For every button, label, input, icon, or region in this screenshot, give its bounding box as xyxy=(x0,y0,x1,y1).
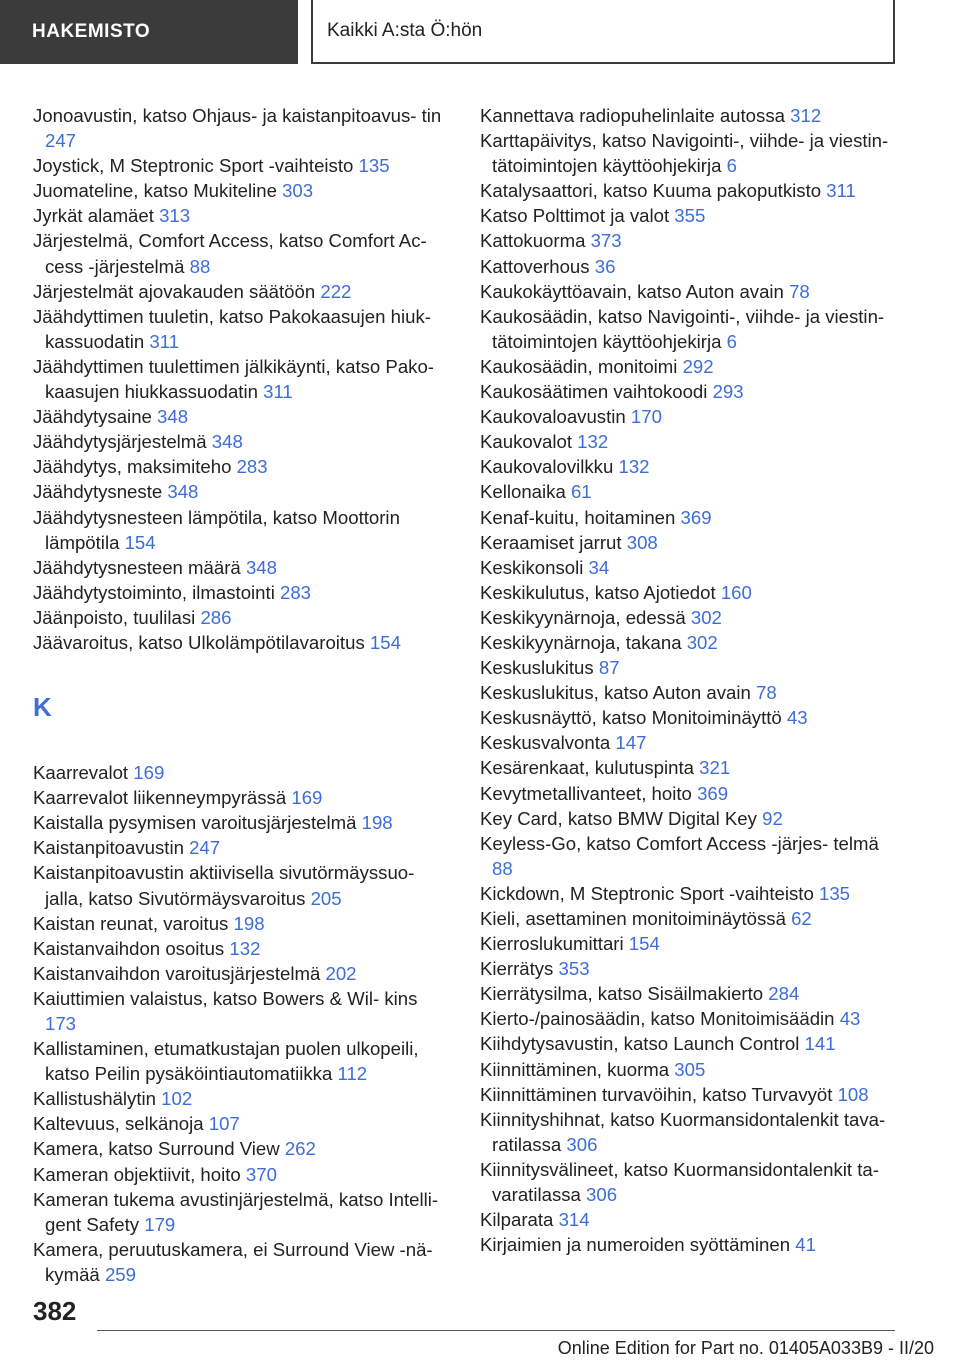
index-entry xyxy=(33,810,453,835)
page-link[interactable]: 306 xyxy=(586,1184,618,1206)
index-entry-term: Kirjaimien ja numeroiden syöttäminen xyxy=(480,1234,791,1256)
page-link[interactable]: 369 xyxy=(697,782,729,804)
index-entry xyxy=(480,906,900,931)
index-entry-term: Keskikonsoli xyxy=(480,556,584,578)
index-entry xyxy=(480,555,900,580)
index-entry-term: Keskikulutus, katso Ajotiedot xyxy=(480,581,716,603)
index-entry xyxy=(33,936,453,961)
page-link[interactable]: 87 xyxy=(598,657,620,679)
page-link[interactable]: 107 xyxy=(208,1113,240,1135)
index-entry xyxy=(480,931,900,956)
page-link[interactable]: 135 xyxy=(818,882,851,904)
index-entry xyxy=(480,806,900,831)
index-entry-term: Kaarrevalot xyxy=(33,762,129,784)
page-link[interactable]: 88 xyxy=(492,857,513,879)
page-link[interactable]: 302 xyxy=(686,631,718,653)
index-entry-term: Jäänpoisto, tuulilasi xyxy=(33,606,196,628)
page-link[interactable]: 355 xyxy=(674,205,706,227)
index-entry xyxy=(33,354,453,404)
index-entry-term: Kaistanvaihdon varoitusjärjestelmä xyxy=(33,962,321,984)
index-entry xyxy=(480,203,900,228)
index-entry xyxy=(480,128,900,178)
index-entry-term: Kevytmetallivanteet, hoito xyxy=(480,782,692,804)
index-entry-term: Jäähdytysneste xyxy=(33,481,163,503)
index-entry-term: Kilparata xyxy=(480,1209,554,1231)
index-entry-term: Jäähdytysnesteen lämpötila, katso Moottorin lämpötila xyxy=(33,506,400,553)
page-link[interactable]: 61 xyxy=(570,481,592,503)
page-link[interactable]: 321 xyxy=(699,757,731,779)
index-entry xyxy=(480,1107,900,1157)
index-entry-term: Jäähdyttimen tuuletin, katso Pakokaasujen hiuk‐ kassuodatin xyxy=(33,305,431,352)
index-entry xyxy=(33,178,453,203)
index-entry-term: Kaistanpitoavustin xyxy=(33,837,184,859)
index-entry-term: Kannettava radiopuhelinlaite autossa xyxy=(480,105,785,126)
index-entry-term: Kiinnitysvälineet, katso Kuormansidontalenkit ta‐ varatilassa xyxy=(480,1158,879,1206)
index-entry xyxy=(33,1136,453,1161)
index-entry xyxy=(480,254,900,279)
page-link[interactable]: 160 xyxy=(720,581,752,603)
page-link[interactable]: 305 xyxy=(674,1058,706,1080)
index-entry-term: Jäähdytystoiminto, ilmastointi xyxy=(33,581,275,603)
index-entry-term: Kaiuttimien valaistus, katso Bowers & Wil‐ kins xyxy=(33,987,418,1009)
index-entry xyxy=(480,354,900,379)
index-entry-term: Järjestelmät ajovakauden säätöön xyxy=(33,280,316,302)
index-entry-term: Jäävaroitus, katso Ulkolämpötilavaroitus xyxy=(33,631,365,653)
index-entry-term: Kieli, asettaminen monitoiminäytössä xyxy=(480,908,786,929)
index-entry-term: Jonoavustin, katso Ohjaus- ja kaistanpitoavus‐ tin xyxy=(33,105,442,126)
index-entry xyxy=(33,605,453,630)
index-entry-term: Keraamiset jarrut xyxy=(480,531,622,553)
page-link[interactable]: 286 xyxy=(200,606,232,628)
index-entry xyxy=(33,203,453,228)
index-entry-term: Jäähdytysnesteen määrä xyxy=(33,556,241,578)
page-link[interactable]: 154 xyxy=(628,933,660,955)
index-entry xyxy=(33,304,453,354)
page-link[interactable]: 36 xyxy=(594,255,616,277)
page-link[interactable]: 353 xyxy=(558,958,590,980)
page-link[interactable]: 6 xyxy=(726,155,737,177)
index-entry xyxy=(33,580,453,605)
page-link[interactable]: 154 xyxy=(124,531,156,553)
index-entry xyxy=(480,304,900,354)
index-entry-term: Kaukovalovilkku xyxy=(480,456,614,478)
index-entry-term: Kaltevuus, selkänoja xyxy=(33,1113,204,1135)
page-link[interactable]: 132 xyxy=(229,937,261,959)
index-entry-term: Kierto-/painosäädin, katso Monitoimisäädin xyxy=(480,1008,835,1030)
index-entry-term: Kierrätysilma, katso Sisäilmakierto xyxy=(480,983,764,1005)
index-entry-term: Kaukokäyttöavain, katso Auton avain xyxy=(480,280,784,302)
index-entry-term: Kallistushälytin xyxy=(33,1088,156,1110)
index-entry xyxy=(33,228,453,278)
index-entry-term: Jäähdytysjärjestelmä xyxy=(33,431,207,453)
index-entry-term: Katalysaattori, katso Kuuma pakoputkisto xyxy=(480,180,822,202)
index-entry-term: Kattoverhous xyxy=(480,255,590,277)
page-link[interactable]: 6 xyxy=(726,330,737,352)
index-entry-term: Keskusvalvonta xyxy=(480,732,611,754)
page-link[interactable]: 283 xyxy=(280,581,312,603)
index-entry-term: Jyrkät alamäet xyxy=(33,205,154,227)
page-link[interactable]: 348 xyxy=(245,556,277,578)
page-link[interactable]: 135 xyxy=(358,155,390,177)
index-entry xyxy=(480,1207,900,1232)
edition-footer: Online Edition for Part no. 01405A033B9 - II/20 xyxy=(557,1338,934,1358)
index-entry-term: Kaukosäädin, monitoimi xyxy=(480,355,678,377)
index-entry-term: Kiihdytysavustin, katso Launch Control xyxy=(480,1033,800,1055)
index-entry xyxy=(480,630,900,655)
index-entry-term: Kaukosäädin, katso Navigointi-, viihde- ja viestin‐ tätoimintojen käyttöohjekirja xyxy=(480,305,885,352)
index-entry xyxy=(33,1036,453,1086)
index-entry xyxy=(33,479,453,504)
index-entry xyxy=(480,429,900,454)
index-entry-term: Key Card, katso BMW Digital Key xyxy=(480,807,757,829)
page-number: 382 xyxy=(33,1296,77,1326)
index-entry-term: Kaistanvaihdon osoitus xyxy=(33,937,225,959)
page-link[interactable]: 283 xyxy=(236,456,268,478)
index-entry xyxy=(480,881,900,906)
index-entry xyxy=(480,479,900,504)
index-entry xyxy=(480,1082,900,1107)
page-link[interactable]: 311 xyxy=(826,180,856,202)
page-link[interactable]: 311 xyxy=(149,330,180,352)
page-link[interactable]: 78 xyxy=(755,682,777,704)
index-entry xyxy=(480,605,900,630)
index-entry xyxy=(33,103,453,153)
index-entry-term: Kierrätys xyxy=(480,958,554,980)
index-entry xyxy=(33,835,453,860)
index-entry xyxy=(33,1086,453,1111)
index-entry xyxy=(33,785,453,810)
index-entry-term: Kamera, peruutuskamera, ei Surround View -nä‐ kymää xyxy=(33,1238,433,1285)
page-link[interactable]: 112 xyxy=(337,1063,368,1085)
index-entry-term: Kiinnityshihnat, katso Kuormansidontalenkit tava‐ ratilassa xyxy=(480,1108,886,1155)
index-entry xyxy=(480,1157,900,1207)
index-entry-term: Kesärenkaat, kulutuspinta xyxy=(480,757,694,779)
page-link[interactable]: 311 xyxy=(263,381,293,403)
page-link[interactable]: 262 xyxy=(284,1138,316,1160)
index-entry xyxy=(33,760,453,785)
index-entry xyxy=(480,103,900,128)
index-entry xyxy=(480,730,900,755)
index-entry-term: Kameran objektiivit, hoito xyxy=(33,1163,241,1185)
page-link[interactable]: 247 xyxy=(189,837,221,859)
footer-divider xyxy=(97,1330,895,1331)
page-link[interactable]: 78 xyxy=(789,280,810,302)
page-link[interactable]: 369 xyxy=(680,506,712,528)
index-entry xyxy=(480,781,900,806)
index-entry-term: Kenaf-kuitu, hoitaminen xyxy=(480,506,676,528)
index-entry xyxy=(33,153,453,178)
index-entry xyxy=(33,505,453,555)
index-entry-term: Järjestelmä, Comfort Access, katso Comfort Ac‐ cess -järjestelmä xyxy=(33,230,427,277)
index-entry-term: Keskuslukitus xyxy=(480,657,594,679)
page-link[interactable]: 108 xyxy=(837,1083,869,1105)
page-link[interactable]: 348 xyxy=(211,431,243,453)
page-link[interactable]: 198 xyxy=(233,912,265,934)
page-link[interactable]: 202 xyxy=(325,962,357,984)
index-entry-term: Kattokuorma xyxy=(480,230,586,252)
index-column-right xyxy=(480,103,900,1257)
index-entry xyxy=(33,630,453,655)
page-link[interactable]: 179 xyxy=(144,1213,176,1235)
index-entry-term: Keskusnäyttö, katso Monitoiminäyttö xyxy=(480,707,782,729)
index-entry xyxy=(480,580,900,605)
index-letter-heading: K xyxy=(33,692,52,723)
index-entry xyxy=(480,379,900,404)
page-link[interactable]: 205 xyxy=(310,887,342,909)
index-entry xyxy=(480,655,900,680)
index-entry xyxy=(480,279,900,304)
index-entry-term: Kaukosäätimen vaihtokoodi xyxy=(480,381,708,403)
index-entry xyxy=(480,1031,900,1056)
page-link[interactable]: 102 xyxy=(161,1088,193,1110)
index-entry-term: Kamera, katso Surround View xyxy=(33,1138,280,1160)
page-link[interactable]: 306 xyxy=(566,1133,598,1155)
index-entry xyxy=(33,404,453,429)
index-column-left xyxy=(33,103,453,1287)
index-entry-term: Kaistanpitoavustin aktiivisella sivutörmäyssuo‐ jalla, katso Sivutörmäysvaroitus xyxy=(33,862,415,909)
page-link[interactable]: 312 xyxy=(790,105,822,126)
index-entry xyxy=(480,705,900,730)
page-link[interactable]: 313 xyxy=(159,205,191,227)
index-entry xyxy=(33,986,453,1036)
index-entry xyxy=(33,860,453,910)
index-entry xyxy=(33,429,453,454)
index-entry xyxy=(480,831,900,881)
index-entry xyxy=(480,981,900,1006)
page-link[interactable]: 43 xyxy=(786,707,808,729)
index-entry-term: Jäähdytysaine xyxy=(33,406,152,428)
page-link[interactable]: 169 xyxy=(133,762,165,784)
page-link[interactable]: 247 xyxy=(45,130,77,152)
page-link[interactable]: 173 xyxy=(45,1013,77,1034)
index-entry-term: Kierroslukumittari xyxy=(480,933,624,955)
index-entry-term: Kiinnittäminen turvavöihin, katso Turvavyöt xyxy=(480,1083,833,1105)
page-link[interactable]: 348 xyxy=(157,406,189,428)
index-entry xyxy=(480,178,900,203)
index-entry xyxy=(33,279,453,304)
index-entry-term: Keskikyynärnoja, edessä xyxy=(480,606,686,628)
index-entry-term: Kiinnittäminen, kuorma xyxy=(480,1058,670,1080)
page-link[interactable]: 92 xyxy=(762,807,783,829)
index-entry-term: Keyless-Go, katso Comfort Access -järjes‐ telmä xyxy=(480,832,879,854)
index-entry xyxy=(480,530,900,555)
index-entry-term: Kaistan reunat, varoitus xyxy=(33,912,229,934)
page-link[interactable]: 370 xyxy=(245,1163,277,1185)
page-link[interactable]: 169 xyxy=(291,787,323,809)
index-entry xyxy=(33,961,453,986)
page-link[interactable]: 132 xyxy=(577,431,609,453)
page-link[interactable]: 308 xyxy=(626,531,658,553)
page-link[interactable]: 88 xyxy=(189,255,211,277)
page-link[interactable]: 302 xyxy=(690,606,722,628)
index-entry-term: Keskikyynärnoja, takana xyxy=(480,631,682,653)
page-link[interactable]: 62 xyxy=(791,908,812,929)
index-entry-term: Kaukovalot xyxy=(480,431,572,453)
index-entry xyxy=(33,1237,453,1287)
index-entry-term: Kameran tukema avustinjärjestelmä, katso Intelli‐ gent Safety xyxy=(33,1188,439,1235)
index-entry xyxy=(480,956,900,981)
index-entry xyxy=(33,555,453,580)
index-entry-term: Jäähdytys, maksimiteho xyxy=(33,456,232,478)
page-link[interactable]: 292 xyxy=(682,355,714,377)
page-title: Kaikki A:sta Ö:hön xyxy=(311,0,895,64)
index-entry xyxy=(480,1232,900,1257)
index-entry xyxy=(33,1162,453,1187)
index-entry-term: Kaistalla pysymisen varoitusjärjestelmä xyxy=(33,812,357,834)
page-link[interactable]: 348 xyxy=(167,481,199,503)
page-link[interactable]: 141 xyxy=(804,1033,836,1055)
index-entry xyxy=(480,1057,900,1082)
index-entry-term: Juomateline, katso Mukiteline xyxy=(33,180,277,202)
page-link[interactable]: 373 xyxy=(590,230,622,252)
index-entry-term: Kallistaminen, etumatkustajan puolen ulkopeili, katso Peilin pysäköintiautomatiikka xyxy=(33,1038,419,1085)
index-entry xyxy=(480,1006,900,1031)
index-entry-term: Kaukovaloavustin xyxy=(480,406,626,428)
index-entry xyxy=(33,454,453,479)
page-link[interactable]: 132 xyxy=(618,456,650,478)
index-entry xyxy=(480,755,900,780)
page-link[interactable]: 293 xyxy=(712,381,744,403)
index-entry xyxy=(480,454,900,479)
index-entry-term: Keskuslukitus, katso Auton avain xyxy=(480,682,751,704)
index-entry xyxy=(480,505,900,530)
index-entry xyxy=(480,404,900,429)
page-link[interactable]: 170 xyxy=(630,406,662,428)
page-link[interactable]: 284 xyxy=(768,983,800,1005)
page-link[interactable]: 41 xyxy=(795,1234,816,1256)
index-entry xyxy=(33,1187,453,1237)
page-link[interactable]: 34 xyxy=(588,556,610,578)
index-entry-term: Kaarrevalot liikenneympyrässä xyxy=(33,787,287,809)
page-link[interactable]: 198 xyxy=(361,812,393,834)
index-entry-term: Kickdown, M Steptronic Sport -vaihteisto xyxy=(480,882,814,904)
index-entry-term: Karttapäivitys, katso Navigointi-, viihde- ja viestin‐ tätoimintojen käyttöohjekirja xyxy=(480,130,889,177)
index-entry xyxy=(33,1111,453,1136)
index-entry-term: Joystick, M Steptronic Sport -vaihteisto xyxy=(33,155,354,177)
page-link[interactable]: 222 xyxy=(320,280,352,302)
page-link[interactable]: 147 xyxy=(615,732,647,754)
index-entry-term: Kellonaika xyxy=(480,481,566,503)
index-entry xyxy=(33,911,453,936)
page-link[interactable]: 154 xyxy=(369,631,401,653)
page-link[interactable]: 43 xyxy=(839,1008,861,1030)
index-entry xyxy=(480,228,900,253)
index-entry-term: Jäähdyttimen tuulettimen jälkikäynti, katso Pako‐ kaasujen hiukkassuodatin xyxy=(33,355,434,403)
index-entry xyxy=(480,680,900,705)
index-entry-term: Katso Polttimot ja valot xyxy=(480,205,670,227)
page-link[interactable]: 259 xyxy=(104,1263,136,1285)
page-link[interactable]: 314 xyxy=(558,1209,590,1231)
page-link[interactable]: 303 xyxy=(282,180,314,202)
section-tab: HAKEMISTO xyxy=(0,0,298,64)
